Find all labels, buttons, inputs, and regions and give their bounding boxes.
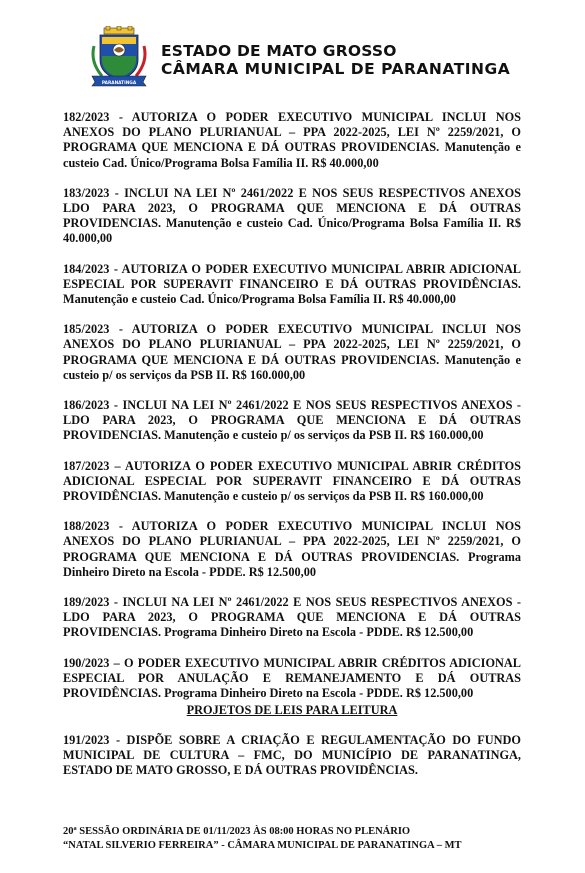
agenda-entry-183: 183/2023 - INCLUI NA LEI Nº 2461/2022 E NOS SEUS RESPECTIVOS ANEXOS LDO PARA 2023, O PROGRAMA QUE MENCIONA E DÁ OUTRAS PROVIDENCIAS. Manutenção e custeio Cad. Único/Programa Bolsa Família II. R$ 40.000,00 [63, 185, 521, 246]
agenda-entry-182: 182/2023 - AUTORIZA O PODER EXECUTIVO MUNICIPAL INCLUI NOS ANEXOS DO PLANO PLURIANUAL – PPA 2022-2025, LEI Nº 2259/2021, O PROGRAMA QUE MENCIONA E DÁ OUTRAS PROVIDENCIAS. Manutenção e custeio Cad. Único/Programa Bolsa Família II. R$ 40.000,00 [63, 110, 521, 170]
agenda-entry-190: 190/2023 – O PODER EXECUTIVO MUNICIPAL ABRIR CRÉDITOS ADICIONAL ESPECIAL POR ANULAÇÃO E REMANEJAMENTO E DÁ OUTRAS PROVIDÊNCIAS. Programa Dinheiro Direto na Escola - PDDE. R$ 12.500,00 [63, 655, 521, 701]
agenda-entry-189: 189/2023 - INCLUI NA LEI Nº 2461/2022 E NOS SEUS RESPECTIVOS ANEXOS - LDO PARA 2023, O PROGRAMA QUE MENCIONA E DÁ OUTRAS PROVIDENCIAS. Programa Dinheiro Direto na Escola - PDDE. R$ 12.500,00 [63, 595, 521, 640]
agenda-entry-186: 186/2023 - INCLUI NA LEI Nº 2461/2022 E NOS SEUS RESPECTIVOS ANEXOS - LDO PARA 2023, O PROGRAMA QUE MENCIONA E DÁ OUTRAS PROVIDENCIAS. Manutenção e custeio p/ os serviços da PSB II. R$ 160.000,00 [63, 398, 521, 443]
agenda-entry-185: 185/2023 - AUTORIZA O PODER EXECUTIVO MUNICIPAL INCLUI NOS ANEXOS DO PLANO PLURIANUAL – PPA 2022-2025, LEI Nº 2259/2021, O PROGRAMA QUE MENCIONA E DÁ OUTRAS PROVIDENCIAS. Manutenção e custeio p/ os serviços da PSB II. R$ 160.000,00 [63, 322, 521, 382]
chamber-name: CÂMARA MUNICIPAL DE PARANATINGA [161, 60, 511, 78]
agenda-entry-187: 187/2023 – AUTORIZA O PODER EXECUTIVO MUNICIPAL ABRIR CRÉDITOS ADICIONAL ESPECIAL POR SUPERAVIT FINANCEIRO E DÁ OUTRAS PROVIDÊNCIAS. Manutenção e custeio p/ os serviços da PSB II. R$ 160.000,00 [63, 458, 521, 504]
crest-ribbon-text: PARANATINGA [101, 81, 137, 86]
agenda-body [63, 110, 521, 793]
letterhead [88, 26, 558, 88]
reading-entry-191: 191/2023 - DISPÕE SOBRE A CRIAÇÃO E REGULAMENTAÇÃO DO FUNDO MUNICIPAL DE CULTURA – FMC, DO MUNICÍPIO DE PARANATINGA, ESTADO DE MATO GROSSO, E DÁ OUTRAS PROVIDÊNCIAS. [63, 732, 521, 777]
plenary-line: “NATAL SILVERIO FERREIRA” - CÂMARA MUNICIPAL DE PARANATINGA – MT [63, 839, 462, 851]
state-name: ESTADO DE MATO GROSSO [161, 42, 397, 60]
municipal-crest-icon [88, 26, 150, 88]
session-footer [63, 825, 521, 852]
section-title: PROJETOS DE LEIS PARA LEITURA [186, 703, 398, 718]
agenda-entry-188: 188/2023 - AUTORIZA O PODER EXECUTIVO MUNICIPAL INCLUI NOS ANEXOS DO PLANO PLURIANUAL – PPA 2022-2025, LEI Nº 2259/2021, O PROGRAMA QUE MENCIONA E DÁ OUTRAS PROVIDENCIAS. Programa Dinheiro Direto na Escola - PDDE. R$ 12.500,00 [63, 519, 521, 579]
agenda-entry-184: 184/2023 - AUTORIZA O PODER EXECUTIVO MUNICIPAL ABRIR ADICIONAL ESPECIAL POR SUPERAVIT FINANCEIRO E DÁ OUTRAS PROVIDÊNCIAS. Manutenção e custeio Cad. Único/Programa Bolsa Família II. R$ 40.000,00 [63, 261, 521, 307]
letterhead-text [161, 42, 510, 78]
session-line: 20ª SESSÃO ORDINÁRIA DE 01/11/2023 ÀS 08:00 HORAS NO PLENÁRIO [63, 826, 411, 837]
